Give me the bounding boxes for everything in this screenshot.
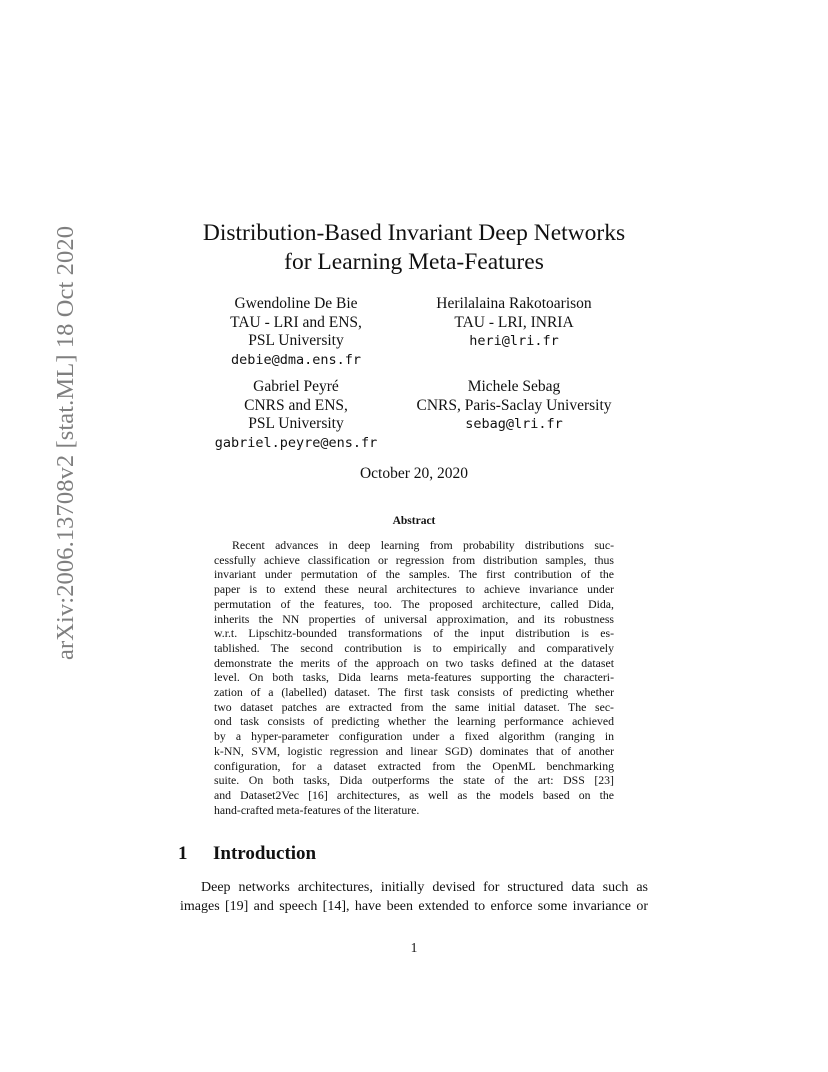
abstract-line: w.r.t. Lipschitz-bounded transformations of the input distribution is es- [214, 626, 614, 641]
author-name: Herilalaina Rakotoarison [436, 295, 592, 312]
abstract-line: invariant under permutation of the samples. The first contribution of the [214, 567, 614, 582]
abstract-line: configuration, for a dataset extracted from the OpenML benchmarking [214, 758, 614, 773]
publication-date: October 20, 2020 [359, 465, 469, 482]
abstract-line: demonstrate the merits of the approach on two tasks defined at the dataset [214, 655, 614, 670]
author-affiliation: TAU - LRI and ENS, [230, 313, 362, 331]
section-number: 1 [178, 843, 188, 864]
abstract-line: and Dataset2Vec [16] architectures, as well as the models based on the [214, 787, 614, 802]
section-heading [178, 843, 316, 865]
abstract-line: permutation of the features, too. The proposed architecture, called Dida, [214, 596, 614, 611]
author-affiliation: CNRS, Paris-Saclay University [416, 396, 612, 414]
abstract-line: tablished. The second contribution is to empirically and comparatively [214, 640, 614, 655]
abstract-line: k-NN, SVM, logistic regression and linear SGD) dominates that of another [214, 743, 614, 758]
abstract-line: by a hyper-parameter configuration under a fixed algorithm (ranging in [214, 729, 614, 744]
abstract-heading: Abstract [392, 515, 436, 527]
paper-title [150, 219, 678, 277]
intro-line: Deep networks architectures, initially devised for structured data such as [201, 880, 648, 895]
page-number: 1 [410, 940, 418, 955]
author-name: Gabriel Peyré [253, 378, 339, 395]
author-name: Gwendoline De Bie [234, 295, 358, 312]
author-email[interactable]: gabriel.peyre@ens.fr [214, 434, 378, 451]
author-affiliation: TAU - LRI, INRIA [454, 313, 574, 331]
arxiv-identifier-stamp[interactable]: arXiv:2006.13708v2 [stat.ML] 18 Oct 2020 [52, 225, 79, 660]
abstract-line: paper is to extend these neural architectures to achieve invariance under [214, 582, 614, 597]
author-email[interactable]: debie@dma.ens.fr [230, 351, 362, 368]
author-block-3 [196, 378, 396, 452]
abstract-line: Recent advances in deep learning from probability distributions suc- [232, 538, 614, 552]
abstract-line: zation of a (labelled) dataset. The first task consists of predicting whether [214, 685, 614, 700]
title-line-1: Distribution-Based Invariant Deep Networks [202, 220, 626, 246]
abstract-line: suite. On both tasks, Dida outperforms the state of the art: DSS [23] [214, 773, 614, 788]
author-email[interactable]: heri@lri.fr [469, 333, 559, 349]
author-email[interactable]: sebag@lri.fr [465, 416, 563, 432]
author-block-1 [196, 295, 396, 369]
abstract-line: inherits the NN properties of universal approximation, and its robustness [214, 611, 614, 626]
introduction-text [180, 879, 648, 916]
section-title: Introduction [213, 843, 317, 864]
intro-line: images [19] and speech [14], have been extended to enforce some invariance or [180, 898, 648, 914]
abstract-text [214, 538, 614, 817]
abstract-line: level. On both tasks, Dida learns meta-features supporting the characteri- [214, 670, 614, 685]
author-name: Michele Sebag [467, 378, 561, 395]
author-block-4 [400, 378, 628, 434]
author-affiliation: PSL University [248, 332, 344, 349]
abstract-line: ond task consists of predicting whether the learning performance achieved [214, 714, 614, 729]
abstract-line: cessfully achieve classification or regression from distribution samples, thus [214, 552, 614, 567]
abstract-line: two dataset patches are extracted from the same initial dataset. The sec- [214, 699, 614, 714]
author-block-2 [400, 295, 628, 351]
author-affiliation: PSL University [248, 415, 344, 432]
title-line-2: for Learning Meta-Features [284, 249, 544, 275]
author-affiliation: CNRS and ENS, [244, 396, 348, 414]
abstract-line: hand-crafted meta-features of the literature. [214, 802, 420, 817]
